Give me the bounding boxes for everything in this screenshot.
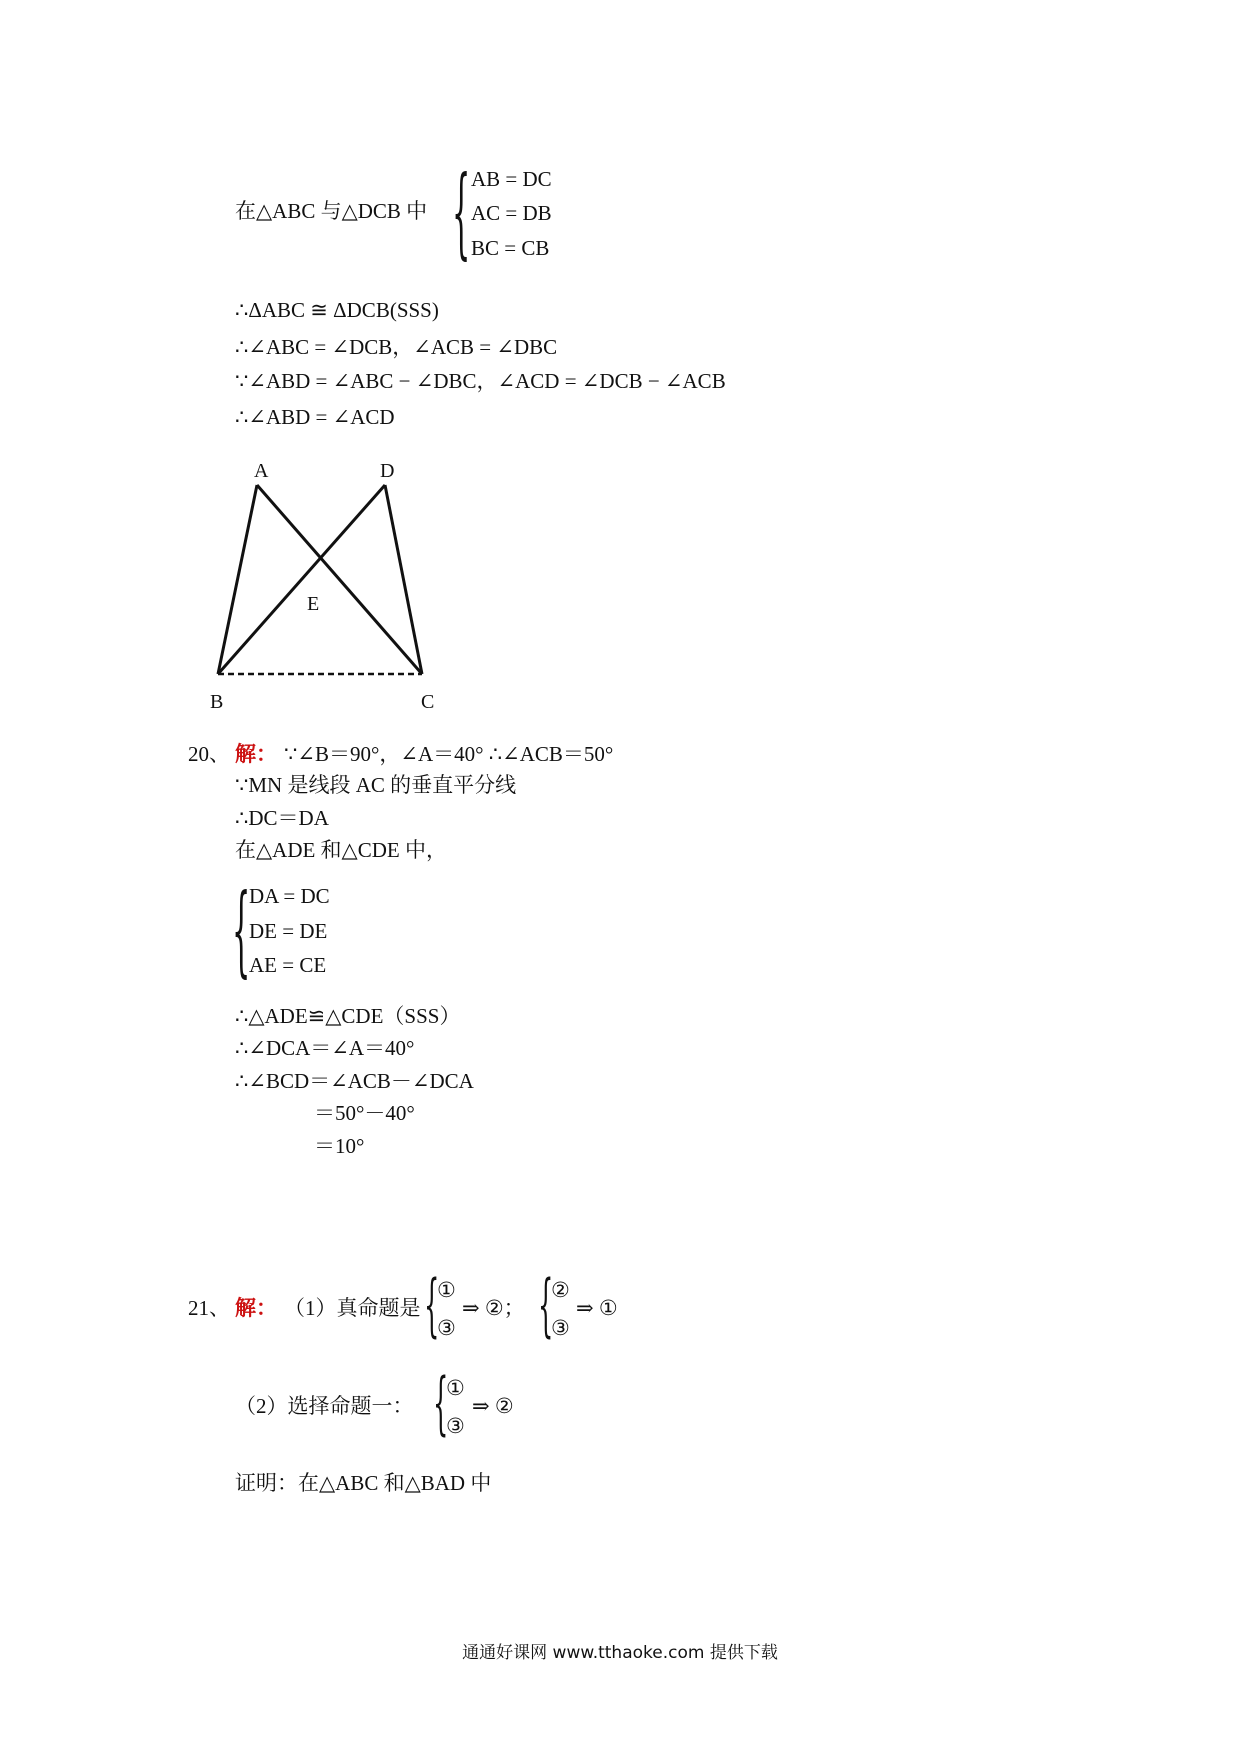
prop2-result: ⇒ ① — [576, 1296, 618, 1320]
prop3-top: ① — [446, 1376, 465, 1400]
b19-brace: { — [452, 155, 471, 271]
prop3-brace: { — [433, 1367, 449, 1446]
label-d: D — [380, 460, 395, 482]
b19-intro: 在△ABC 与△DCB 中 — [235, 199, 428, 223]
prop2-top: ② — [551, 1278, 570, 1302]
b19-step-3: ∵∠ABD = ∠ABC − ∠DBC，∠ACD = ∠DCB − ∠ACB — [235, 369, 726, 393]
b20-line-2: ∵MN 是线段 AC 的垂直平分线 — [235, 773, 517, 797]
b20-step-3: ∴∠BCD＝∠ACB－∠DCA — [235, 1069, 474, 1093]
b20-step-1: ∴△ADE≌△CDE（SSS） — [235, 1004, 461, 1028]
b20-eq-1: DA = DC — [249, 884, 330, 908]
b21-part1-label: （1）真命题是 — [284, 1296, 421, 1320]
b21-proof: 证明：在△ABC 和△BAD 中 — [235, 1471, 492, 1495]
label-e: E — [307, 593, 320, 615]
b20-line-1: ∵∠B＝90°，∠A＝40° ∴∠ACB＝50° — [284, 742, 614, 766]
prop1-result: ⇒ ②； — [462, 1296, 525, 1320]
b21-part2-label: （2）选择命题一： — [235, 1394, 414, 1418]
label-c: C — [421, 691, 435, 713]
prop3-bottom: ③ — [446, 1414, 465, 1438]
b20-step-4: ＝50°－40° — [314, 1101, 415, 1125]
triangle-figure — [200, 455, 460, 715]
b20-line-3: ∴DC＝DA — [235, 806, 329, 830]
b21-number: 21、 — [188, 1296, 230, 1320]
b19-eq-2: AC = DB — [471, 201, 552, 225]
prop1-brace: { — [424, 1269, 440, 1348]
label-b: B — [210, 691, 224, 713]
segment-ab — [218, 485, 257, 674]
b19-eq-3: BC = CB — [471, 236, 550, 260]
segment-ac — [257, 485, 422, 674]
b20-eq-3: AE = CE — [249, 953, 327, 977]
b19-step-2: ∴∠ABC = ∠DCB，∠ACB = ∠DBC — [235, 335, 558, 359]
b21-solve-label: 解： — [235, 1296, 277, 1320]
b20-step-5: ＝10° — [314, 1134, 365, 1158]
b20-line-4: 在△ADE 和△CDE 中， — [235, 838, 447, 862]
segment-db — [218, 485, 385, 674]
b19-step-1: ∴ΔABC ≅ ΔDCB(SSS) — [235, 298, 439, 322]
b20-number: 20、 — [188, 742, 230, 766]
prop1-top: ① — [437, 1278, 456, 1302]
prop2-bottom: ③ — [551, 1316, 570, 1340]
label-a: A — [254, 460, 269, 482]
segment-dc — [385, 485, 422, 674]
prop2-brace: { — [538, 1269, 554, 1348]
prop3-result: ⇒ ② — [472, 1394, 514, 1418]
b20-eq-2: DE = DE — [249, 919, 328, 943]
b20-brace: { — [232, 873, 251, 989]
page-footer: 通通好课网 www.tthaoke.com 提供下载 — [462, 1643, 778, 1663]
b19-step-4: ∴∠ABD = ∠ACD — [235, 405, 395, 429]
prop1-bottom: ③ — [437, 1316, 456, 1340]
b20-solve-label: 解： — [235, 742, 277, 766]
b19-eq-1: AB = DC — [471, 167, 552, 191]
b20-step-2: ∴∠DCA＝∠A＝40° — [235, 1036, 415, 1060]
